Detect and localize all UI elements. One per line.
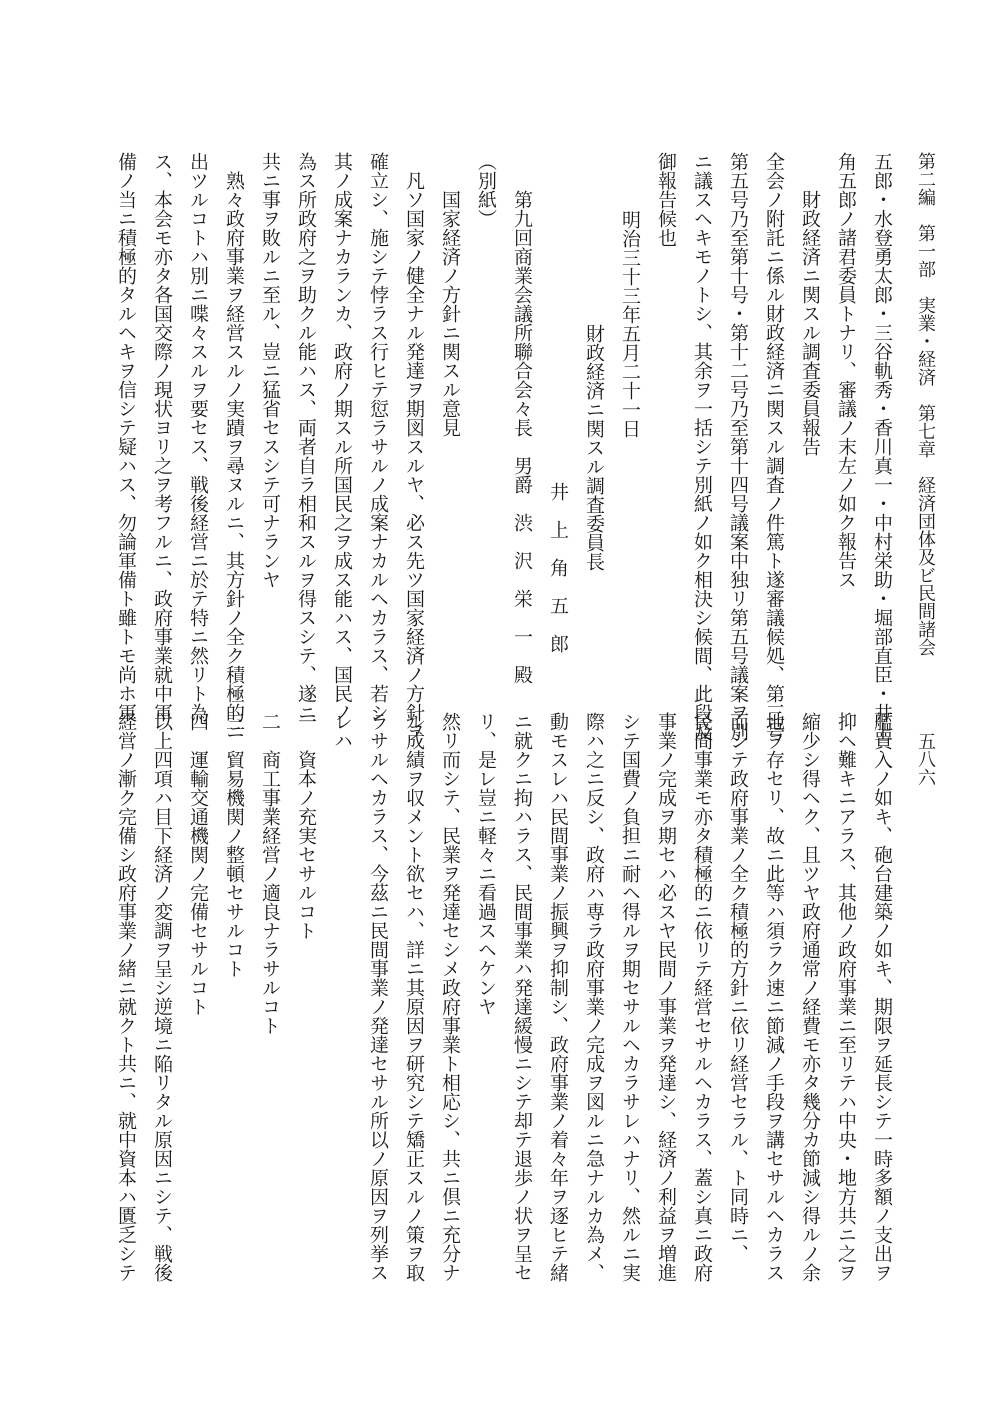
- list-item: 三 貿易機関ノ整頓セサルコト: [223, 712, 245, 978]
- text-column: 経営ノ漸ク完備シ政府事業ノ緒ニ就クト共ニ、就中資本ハ匱乏シテ: [115, 712, 137, 1282]
- text-column: 確立シ、施シテ悖ラス行ヒテ愆ラサルノ成案ナカルヘカラス、若シ: [367, 152, 389, 722]
- list-item: 四 運輸交通機関ノ完備セサルコト: [187, 712, 209, 1016]
- text-column: ニ議スヘキモノトシ、其余ヲ一括シテ別紙ノ如ク相決シ候間、此段及: [691, 152, 713, 741]
- text-column: 其ノ成案ナカランカ、政府ノ期スル所国民之ヲ成ス能ハス、国民ノ: [331, 152, 353, 722]
- text-column: 動モスレハ民間事業ノ振興ヲ抑制シ、政府事業ノ着々年ヲ逐ヒテ緒: [547, 712, 569, 1282]
- text-column: ル成績ヲ収メント欲セハ、詳ニ其原因ヲ研究シテ矯正スルノ策ヲ取: [403, 712, 425, 1282]
- signatory-name: 井 上 角 五 郎: [547, 482, 569, 653]
- text-column: ス、本会モ亦タ各国交際ノ現状ヨリ之ヲ考フルニ、政府事業就中軍: [151, 152, 173, 722]
- text-column: 而シテ政府事業ノ全ク積極的方針ニ依リ経営セラル、ト同時ニ、: [727, 712, 749, 1263]
- attachment-label: （別紙）: [475, 152, 497, 228]
- text-column: 全会ノ附託ニ係ル財政経済ニ関スル調査ノ件篤ト遂審議候処、第三号: [763, 152, 785, 741]
- report-date: 明治三十三年五月二十一日: [619, 210, 641, 438]
- text-column: シテ国費ノ負担ニ耐ヘ得ルヲ期セサルヘカラサレハナリ、然ルニ実: [619, 712, 641, 1282]
- opinion-title: 国家経済ノ方針ニ関スル意見: [439, 190, 461, 437]
- page-number: 五八六: [915, 732, 936, 786]
- text-column: 第五号乃至第十号・第十二号乃至第十四号議案中独リ第五号議案ヲ別: [727, 152, 749, 741]
- text-column: 凡ソ国家ノ健全ナル発達ヲ期図スルヤ、必ス先ツ国家経済ノ方針ヲ: [403, 171, 425, 741]
- signatory-title: 財政経済ニ関スル調査委員長: [583, 324, 605, 571]
- text-column: ラサルヘカラス、今茲ニ民間事業ノ発達セサル所以ノ原因ヲ列挙ス: [367, 712, 389, 1282]
- text-column: 艦買入ノ如キ、砲台建築ノ如キ、期限ヲ延長シテ一時多額ノ支出ヲ: [871, 712, 893, 1282]
- text-column: 備ノ当ニ積極的タルヘキヲ信シテ疑ハス、勿論軍備ト雖トモ尚ホ軍: [115, 152, 137, 722]
- text-column: 地ヲ存セリ、故ニ此等ハ須ラク速ニ節減ノ手段ヲ講セサルヘカラス: [763, 712, 785, 1282]
- text-column: レハ: [331, 712, 353, 750]
- text-column: ニ就クニ拘ハラス、民間事業ハ発達緩慢ニシテ却テ退歩ノ状ヲ呈セ: [511, 712, 533, 1282]
- text-column: 以上四項ハ目下経済ノ変調ヲ呈シ逆境ニ陥リタル原因ニシテ、戦後: [151, 712, 173, 1282]
- running-head: 第二編 第一部 実業・経済 第七章 経済団体及ビ民間諸会: [915, 152, 936, 656]
- text-column: 為ス所政府之ヲ助クル能ハス、両者自ラ相和スルヲ得スシテ、遂ニ: [295, 152, 317, 722]
- text-column: 事業ノ完成ヲ期セハ必スヤ民間ノ事業ヲ発達シ、経済ノ利益ヲ増進: [655, 712, 677, 1282]
- text-column: 御報告候也: [655, 152, 677, 247]
- addressee: 第九回商業会議所聯合会々長 男爵 渋 沢 栄 一 殿: [511, 190, 533, 684]
- text-column: 五郎・水登勇太郎・三谷軌秀・香川真一・中村栄助・堀部直臣・井上: [871, 152, 893, 741]
- list-item: 二 商工事業経営ノ適良ナラサルコト: [259, 712, 281, 1035]
- text-column: 然リ而シテ、民業ヲ発達セシメ政府事業ト相応シ、共ニ倶ニ充分ナ: [439, 712, 461, 1282]
- list-item: 一 資本ノ充実セサルコト: [295, 712, 317, 940]
- text-column: 共ニ事ヲ敗ルニ至ル、豈ニ猛省セスシテ可ナランヤ: [259, 152, 281, 589]
- text-column: 出ツルコトハ別ニ喋々スルヲ要セス、戦後経営ニ於テ特ニ然リト為: [187, 152, 209, 722]
- text-column: 抑ヘ難キニアラス、其他ノ政府事業ニ至リテハ中央・地方共ニ之ヲ: [835, 712, 857, 1282]
- text-column: 縮少シ得ヘク、且ツヤ政府通常ノ経費モ亦タ幾分カ節減シ得ルノ余: [799, 712, 821, 1282]
- text-column: 熟々政府事業ヲ経営スルノ実蹟ヲ尋ヌルニ、其方針ノ全ク積極的ニ: [223, 171, 245, 741]
- text-column: 際ハ之ニ反シ、政府ハ専ラ政府事業ノ完成ヲ図ルニ急ナルカ為メ、: [583, 712, 605, 1282]
- text-column: 角五郎ノ諸君委員トナリ、審議ノ末左ノ如ク報告ス: [835, 152, 857, 589]
- text-column: 民間事業モ亦タ積極的ニ依リテ経営セサルヘカラス、蓋シ真ニ政府: [691, 712, 713, 1282]
- section-title: 財政経済ニ関スル調査委員報告: [799, 190, 821, 456]
- text-column: リ、是レ豈ニ軽々ニ看過スヘケンヤ: [475, 712, 497, 1016]
